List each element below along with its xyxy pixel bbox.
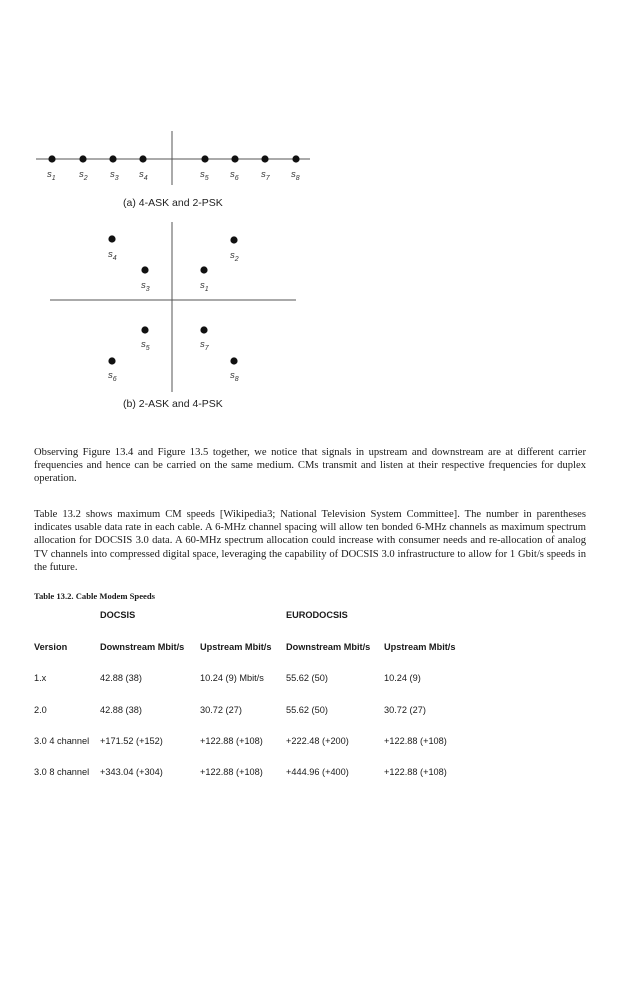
table-title: Table 13.2. Cable Modem Speeds [34, 591, 155, 601]
diagram-b-point-s3 [141, 266, 148, 273]
group-header-docsis: DOCSIS [100, 610, 136, 620]
column-header-docsis-upstream: Upstream Mbit/s [200, 642, 272, 652]
diagram-b-point-s2 [230, 236, 237, 243]
column-header-eurodocsis-downstream: Downstream Mbit/s [286, 642, 371, 652]
diagram-b-label-s8: $s_8$ [230, 370, 239, 383]
diagram-b-point-s1 [200, 266, 207, 273]
table-cell: +343.04 (+304) [100, 767, 163, 777]
table-cell: +222.48 (+200) [286, 736, 349, 746]
diagram-b-point-s4 [108, 235, 115, 242]
column-header-docsis-downstream: Downstream Mbit/s [100, 642, 185, 652]
table-cell: 30.72 (27) [384, 705, 426, 715]
table-cell: 3.0 8 channel [34, 767, 90, 777]
diagram-a-point-s6 [231, 155, 238, 162]
diagram-a [36, 131, 310, 209]
constellation-diagrams [0, 0, 638, 420]
diagram-b-label-s6: $s_6$ [108, 370, 117, 383]
table-cell: 55.62 (50) [286, 673, 328, 683]
table-cell: 30.72 (27) [200, 705, 242, 715]
diagram-b-label-s2: $s_2$ [230, 250, 239, 263]
table-cell: +444.96 (+400) [286, 767, 349, 777]
table-cell: 42.88 (38) [100, 705, 142, 715]
diagram-a-label-s7: $s_7$ [261, 169, 270, 182]
diagram-b-point-s7 [200, 326, 207, 333]
table-cell: +122.88 (+108) [384, 767, 447, 777]
table-cell: +171.52 (+152) [100, 736, 163, 746]
diagram-a-label-s5: $s_5$ [200, 169, 209, 182]
table-cell: 3.0 4 channel [34, 736, 90, 746]
diagram-b-point-s5 [141, 326, 148, 333]
diagram-a-label-s2: $s_2$ [79, 169, 88, 182]
table-cell: 55.62 (50) [286, 705, 328, 715]
diagram-b-point-s8 [230, 357, 237, 364]
table-cell: +122.88 (+108) [200, 736, 263, 746]
diagram-b-label-s3: $s_3$ [141, 280, 150, 293]
diagram-b [50, 222, 296, 410]
column-header-version: Version [34, 642, 68, 652]
column-header-eurodocsis-upstream: Upstream Mbit/s [384, 642, 456, 652]
group-header-eurodocsis: EURODOCSIS [286, 610, 348, 620]
table-cell: 2.0 [34, 705, 47, 715]
diagram-a-point-s8 [292, 155, 299, 162]
diagram-a-label-s6: $s_6$ [230, 169, 239, 182]
table-cell: 10.24 (9) Mbit/s [200, 673, 264, 683]
diagram-a-label-s4: $s_4$ [139, 169, 148, 182]
diagram-a-point-s2 [79, 155, 86, 162]
diagram-a-point-s4 [139, 155, 146, 162]
table-cell: 1.x [34, 673, 47, 683]
diagram-b-label-s4: $s_4$ [108, 249, 117, 262]
table-cell: 42.88 (38) [100, 673, 142, 683]
diagram-b-caption: (b) 2-ASK and 4-PSK [123, 398, 223, 410]
paragraph-1: Observing Figure 13.4 and Figure 13.5 together, we notice that signals in upstream and downstream are at different carrier frequencies and hence can be carried on the same medium. CMs transmit and listen at their respective frequencies for duplex operation. [34, 447, 586, 485]
diagram-b-point-s6 [108, 357, 115, 364]
diagram-a-label-s1: $s_1$ [47, 169, 56, 182]
diagram-a-point-s7 [261, 155, 268, 162]
table-cell: 10.24 (9) [384, 673, 421, 683]
diagram-a-label-s8: $s_8$ [291, 169, 300, 182]
diagram-a-label-s3: $s_3$ [110, 169, 119, 182]
table-cell: +122.88 (+108) [384, 736, 447, 746]
diagram-b-label-s1: $s_1$ [200, 280, 209, 293]
diagram-b-label-s7: $s_7$ [200, 339, 209, 352]
diagram-b-label-s5: $s_5$ [141, 339, 150, 352]
diagram-a-point-s5 [201, 155, 208, 162]
table-cell: +122.88 (+108) [200, 767, 263, 777]
diagram-a-caption: (a) 4-ASK and 2-PSK [123, 197, 223, 209]
paragraph-2: Table 13.2 shows maximum CM speeds [Wikipedia3; National Television System Committee]. The number in parentheses indicates usable data rate in each cable. A 6-MHz channel spacing will allow ten bonded 6-MHz channels as maximum spectrum allocation for DOCSIS 3.0 data. A 60-MHz spectrum allocation could increase with consumer needs and re-allocation of analog TV channels into compressed digital space, leveraging the capability of DOCSIS 3.0 infrastructure to allow for 1 Gbit/s speeds in the future. [34, 509, 586, 573]
diagram-a-point-s3 [109, 155, 116, 162]
diagram-a-point-s1 [48, 155, 55, 162]
